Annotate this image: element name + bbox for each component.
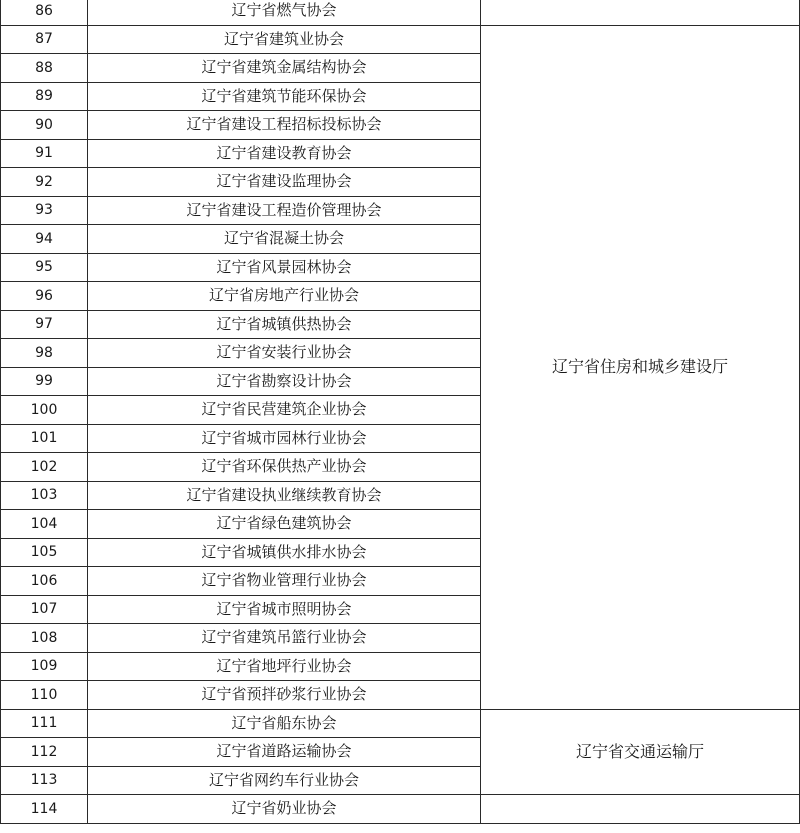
association-name: 辽宁省预拌砂浆行业协会 — [88, 681, 481, 710]
association-name: 辽宁省物业管理行业协会 — [88, 567, 481, 596]
association-name: 辽宁省建设工程造价管理协会 — [88, 196, 481, 225]
row-number: 98 — [1, 339, 88, 368]
row-number: 94 — [1, 225, 88, 254]
association-name: 辽宁省房地产行业协会 — [88, 282, 481, 311]
table-row — [1, 709, 800, 738]
row-number: 88 — [1, 54, 88, 83]
association-name: 辽宁省城镇供水排水协会 — [88, 538, 481, 567]
association-name: 辽宁省道路运输协会 — [88, 738, 481, 767]
row-number: 90 — [1, 111, 88, 140]
association-name: 辽宁省地坪行业协会 — [88, 652, 481, 681]
row-number: 86 — [1, 0, 88, 25]
table-row — [1, 795, 800, 824]
association-name: 辽宁省建筑节能环保协会 — [88, 82, 481, 111]
association-name: 辽宁省奶业协会 — [88, 795, 481, 824]
row-number: 106 — [1, 567, 88, 596]
row-number: 99 — [1, 367, 88, 396]
row-number: 97 — [1, 310, 88, 339]
row-number: 110 — [1, 681, 88, 710]
supervising-department: 辽宁省住房和城乡建设厅 — [481, 25, 800, 709]
association-name: 辽宁省城镇供热协会 — [88, 310, 481, 339]
row-number: 87 — [1, 25, 88, 54]
row-number: 102 — [1, 453, 88, 482]
association-name: 辽宁省网约车行业协会 — [88, 766, 481, 795]
association-name: 辽宁省城市园林行业协会 — [88, 424, 481, 453]
row-number: 95 — [1, 253, 88, 282]
row-number: 114 — [1, 795, 88, 824]
association-name: 辽宁省勘察设计协会 — [88, 367, 481, 396]
supervising-department — [481, 0, 800, 25]
association-name: 辽宁省建筑业协会 — [88, 25, 481, 54]
association-name: 辽宁省船东协会 — [88, 709, 481, 738]
supervising-department: 辽宁省交通运输厅 — [481, 709, 800, 795]
row-number: 89 — [1, 82, 88, 111]
row-number: 96 — [1, 282, 88, 311]
association-name: 辽宁省安装行业协会 — [88, 339, 481, 368]
association-name: 辽宁省建设教育协会 — [88, 139, 481, 168]
association-name: 辽宁省混凝土协会 — [88, 225, 481, 254]
row-number: 101 — [1, 424, 88, 453]
association-name: 辽宁省城市照明协会 — [88, 595, 481, 624]
supervising-department — [481, 795, 800, 824]
row-number: 104 — [1, 510, 88, 539]
row-number: 105 — [1, 538, 88, 567]
row-number: 112 — [1, 738, 88, 767]
association-name: 辽宁省燃气协会 — [88, 0, 481, 25]
association-name: 辽宁省风景园林协会 — [88, 253, 481, 282]
association-name: 辽宁省绿色建筑协会 — [88, 510, 481, 539]
row-number: 100 — [1, 396, 88, 425]
row-number: 111 — [1, 709, 88, 738]
table-row — [1, 25, 800, 54]
association-name: 辽宁省建设工程招标投标协会 — [88, 111, 481, 140]
row-number: 107 — [1, 595, 88, 624]
association-name: 辽宁省建筑吊篮行业协会 — [88, 624, 481, 653]
association-name: 辽宁省环保供热产业协会 — [88, 453, 481, 482]
row-number: 103 — [1, 481, 88, 510]
row-number: 108 — [1, 624, 88, 653]
row-number: 109 — [1, 652, 88, 681]
table-row — [1, 0, 800, 25]
association-name: 辽宁省民营建筑企业协会 — [88, 396, 481, 425]
association-name: 辽宁省建筑金属结构协会 — [88, 54, 481, 83]
association-table-body — [1, 0, 800, 823]
association-name: 辽宁省建设执业继续教育协会 — [88, 481, 481, 510]
row-number: 91 — [1, 139, 88, 168]
row-number: 92 — [1, 168, 88, 197]
association-name: 辽宁省建设监理协会 — [88, 168, 481, 197]
row-number: 93 — [1, 196, 88, 225]
row-number: 113 — [1, 766, 88, 795]
